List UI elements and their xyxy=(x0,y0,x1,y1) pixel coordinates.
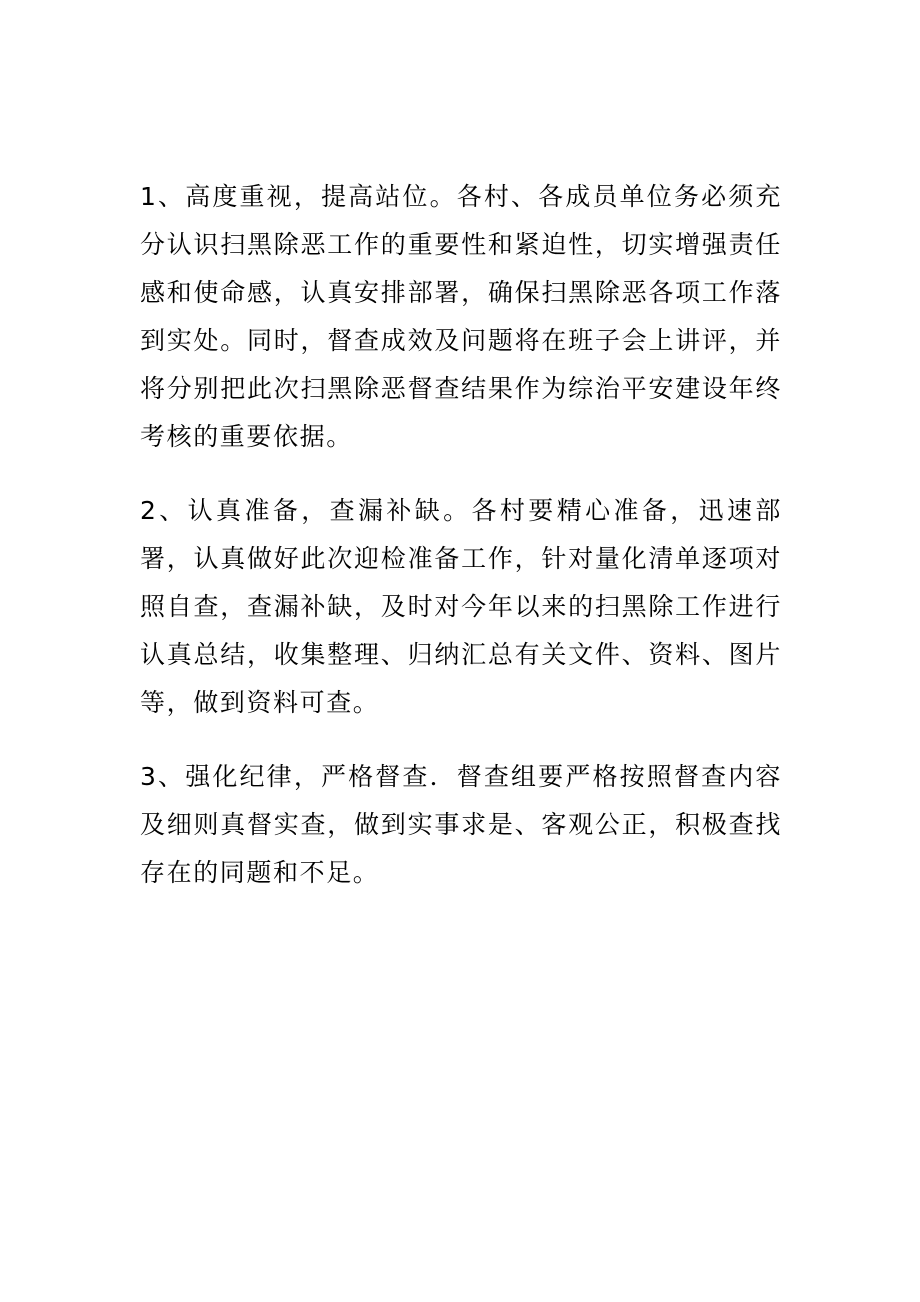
paragraph-2: 2、认真准备，查漏补缺。各村要精心准备，迅速部署，认真做好此次迎检准备工作，针对量化清单逐项对照自查，查漏补缺，及时对今年以来的扫黑除工作进行认真总结，收集整理、归纳汇总有关文件、资料、图片等，做到资料可查。 xyxy=(140,496,782,717)
paragraph-3: 3、强化纪律，严格督查．督查组要严格按照督查内容及细则真督实查，做到实事求是、客观公正，积极查找存在的同题和不足。 xyxy=(140,762,782,887)
paragraph-1: 1、高度重视，提高站位。各村、各成员单位务必须充分认识扫黑除恶工作的重要性和紧迫性，切实增强责任感和使命感，认真安排部署，确保扫黑除恶各项工作落到实处。同时，督查成效及问题将在班子会上讲评，并将分别把此次扫黑除恶督查结果作为综治平安建设年终考核的重要依据。 xyxy=(140,182,782,451)
